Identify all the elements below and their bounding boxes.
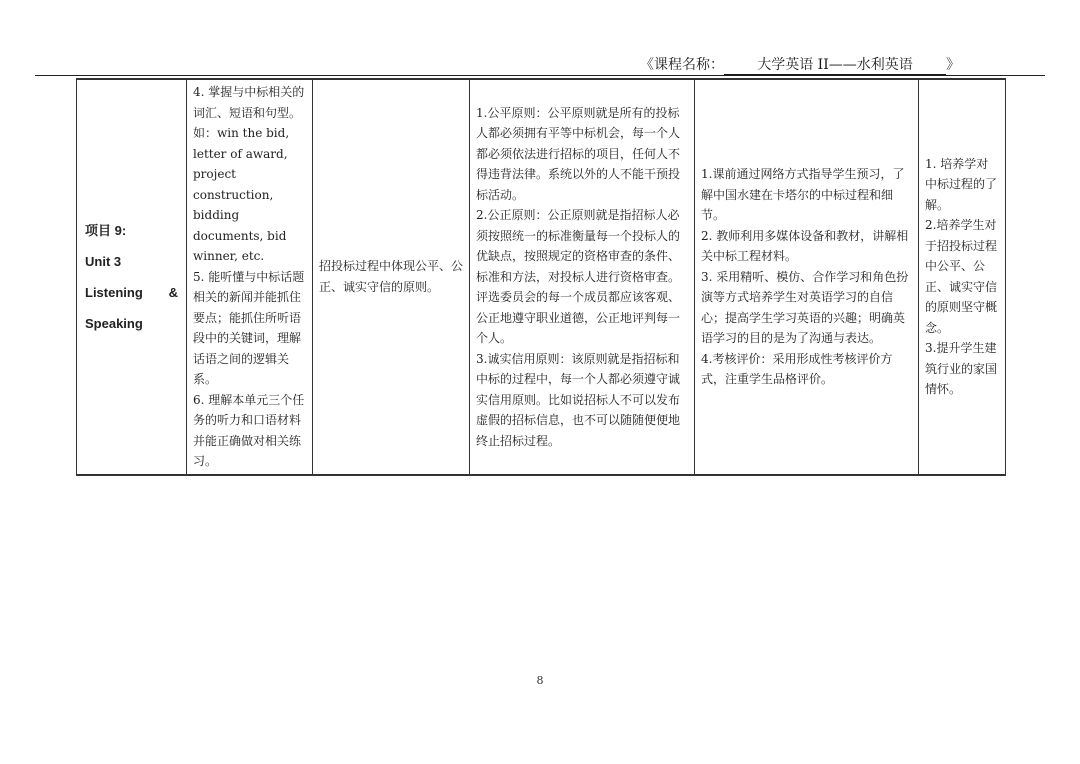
objective-item: 5. 能听懂与中标话题相关的新闻并能抓住要点；能抓住所听语段中的关键词，理解话语之间的逻辑关系。 xyxy=(193,269,305,386)
objectives-cell xyxy=(187,79,313,475)
objective-item: 4. 掌握与中标相关的词汇、短语和句型。如：win the bid, letter of award, project construction, bidding documents, bid winner, etc. xyxy=(193,85,305,263)
course-title-header xyxy=(640,54,960,75)
unit-skill-ampersand: & xyxy=(168,284,178,300)
page-number: 8 xyxy=(536,674,544,687)
header-rule xyxy=(35,75,1045,76)
unit-project-label: 项目 9: xyxy=(85,222,127,238)
method-item: 2. 教师利用多媒体设备和教材，讲解相关中标工程材料。 xyxy=(701,228,909,263)
principles-cell xyxy=(470,79,695,475)
principle-item: 1.公平原则：公平原则就是所有的投标人都必须拥有平等中标机会，每一个人都必须依法进行招标的项目，任何人不得违背法律。系统以外的人不能干预投标活动。 xyxy=(476,105,681,202)
principle-item: 2.公正原则：公正原则就是指招标人必须按照统一的标准衡量每一个投标人的优缺点，按照规定的资格审查的条件、标准和方法，对投标人进行资格审查。评选委员会的每一个成员都应该客观、公正地遵守职业道德，公正地评判每一个人。 xyxy=(476,208,681,345)
objective-item: 6. 理解本单元三个任务的听力和口语材料并能正确做对相关练习。 xyxy=(193,392,305,468)
course-title-prefix: 《课程名称： xyxy=(640,57,724,73)
unit-skill-label xyxy=(85,277,178,308)
table-row xyxy=(77,79,1006,475)
course-title-suffix: 》 xyxy=(946,57,960,73)
method-item: 3. 采用精听、模仿、合作学习和角色扮演等方式培养学生对英语学习的自信心；提高学生学习英语的兴趣；明确英语学习的目的是为了沟通与表达。 xyxy=(701,269,909,345)
unit-skill-speaking: Speaking xyxy=(85,315,143,331)
course-name: 大学英语 II——水利英语 xyxy=(724,54,946,75)
method-item: 1.课前通过网络方式指导学生预习，了解中国水建在卡塔尔的中标过程和细节。 xyxy=(701,167,905,222)
unit-number-label: Unit 3 xyxy=(85,253,122,269)
ideological-point-cell xyxy=(313,79,470,475)
principle-item: 3.诚实信用原则：该原则就是指招标和中标的过程中，每一个人都必须遵守诚实信用原则。比如说招标人不可以发布虚假的招标信息，也不可以随随便便地终止招标过程。 xyxy=(476,351,681,448)
method-item: 4.考核评价：采用形成性考核评价方式，注重学生品格评价。 xyxy=(701,351,893,386)
goals-cell xyxy=(919,79,1006,475)
goal-item: 3.提升学生建筑行业的家国情怀。 xyxy=(925,341,998,397)
ideological-point-text: 招投标过程中体现公平、公正、诚实守信的原则。 xyxy=(319,259,464,294)
unit-cell xyxy=(77,79,187,475)
goal-item: 2.培养学生对于招投标过程中公平、公正、诚实守信的原则坚守概念。 xyxy=(925,218,998,335)
unit-skill-listening: Listening xyxy=(85,284,143,300)
goal-item: 1. 培养学对中标过程的了解。 xyxy=(925,156,998,212)
methods-cell xyxy=(695,79,919,475)
lesson-plan-table xyxy=(76,78,1006,476)
